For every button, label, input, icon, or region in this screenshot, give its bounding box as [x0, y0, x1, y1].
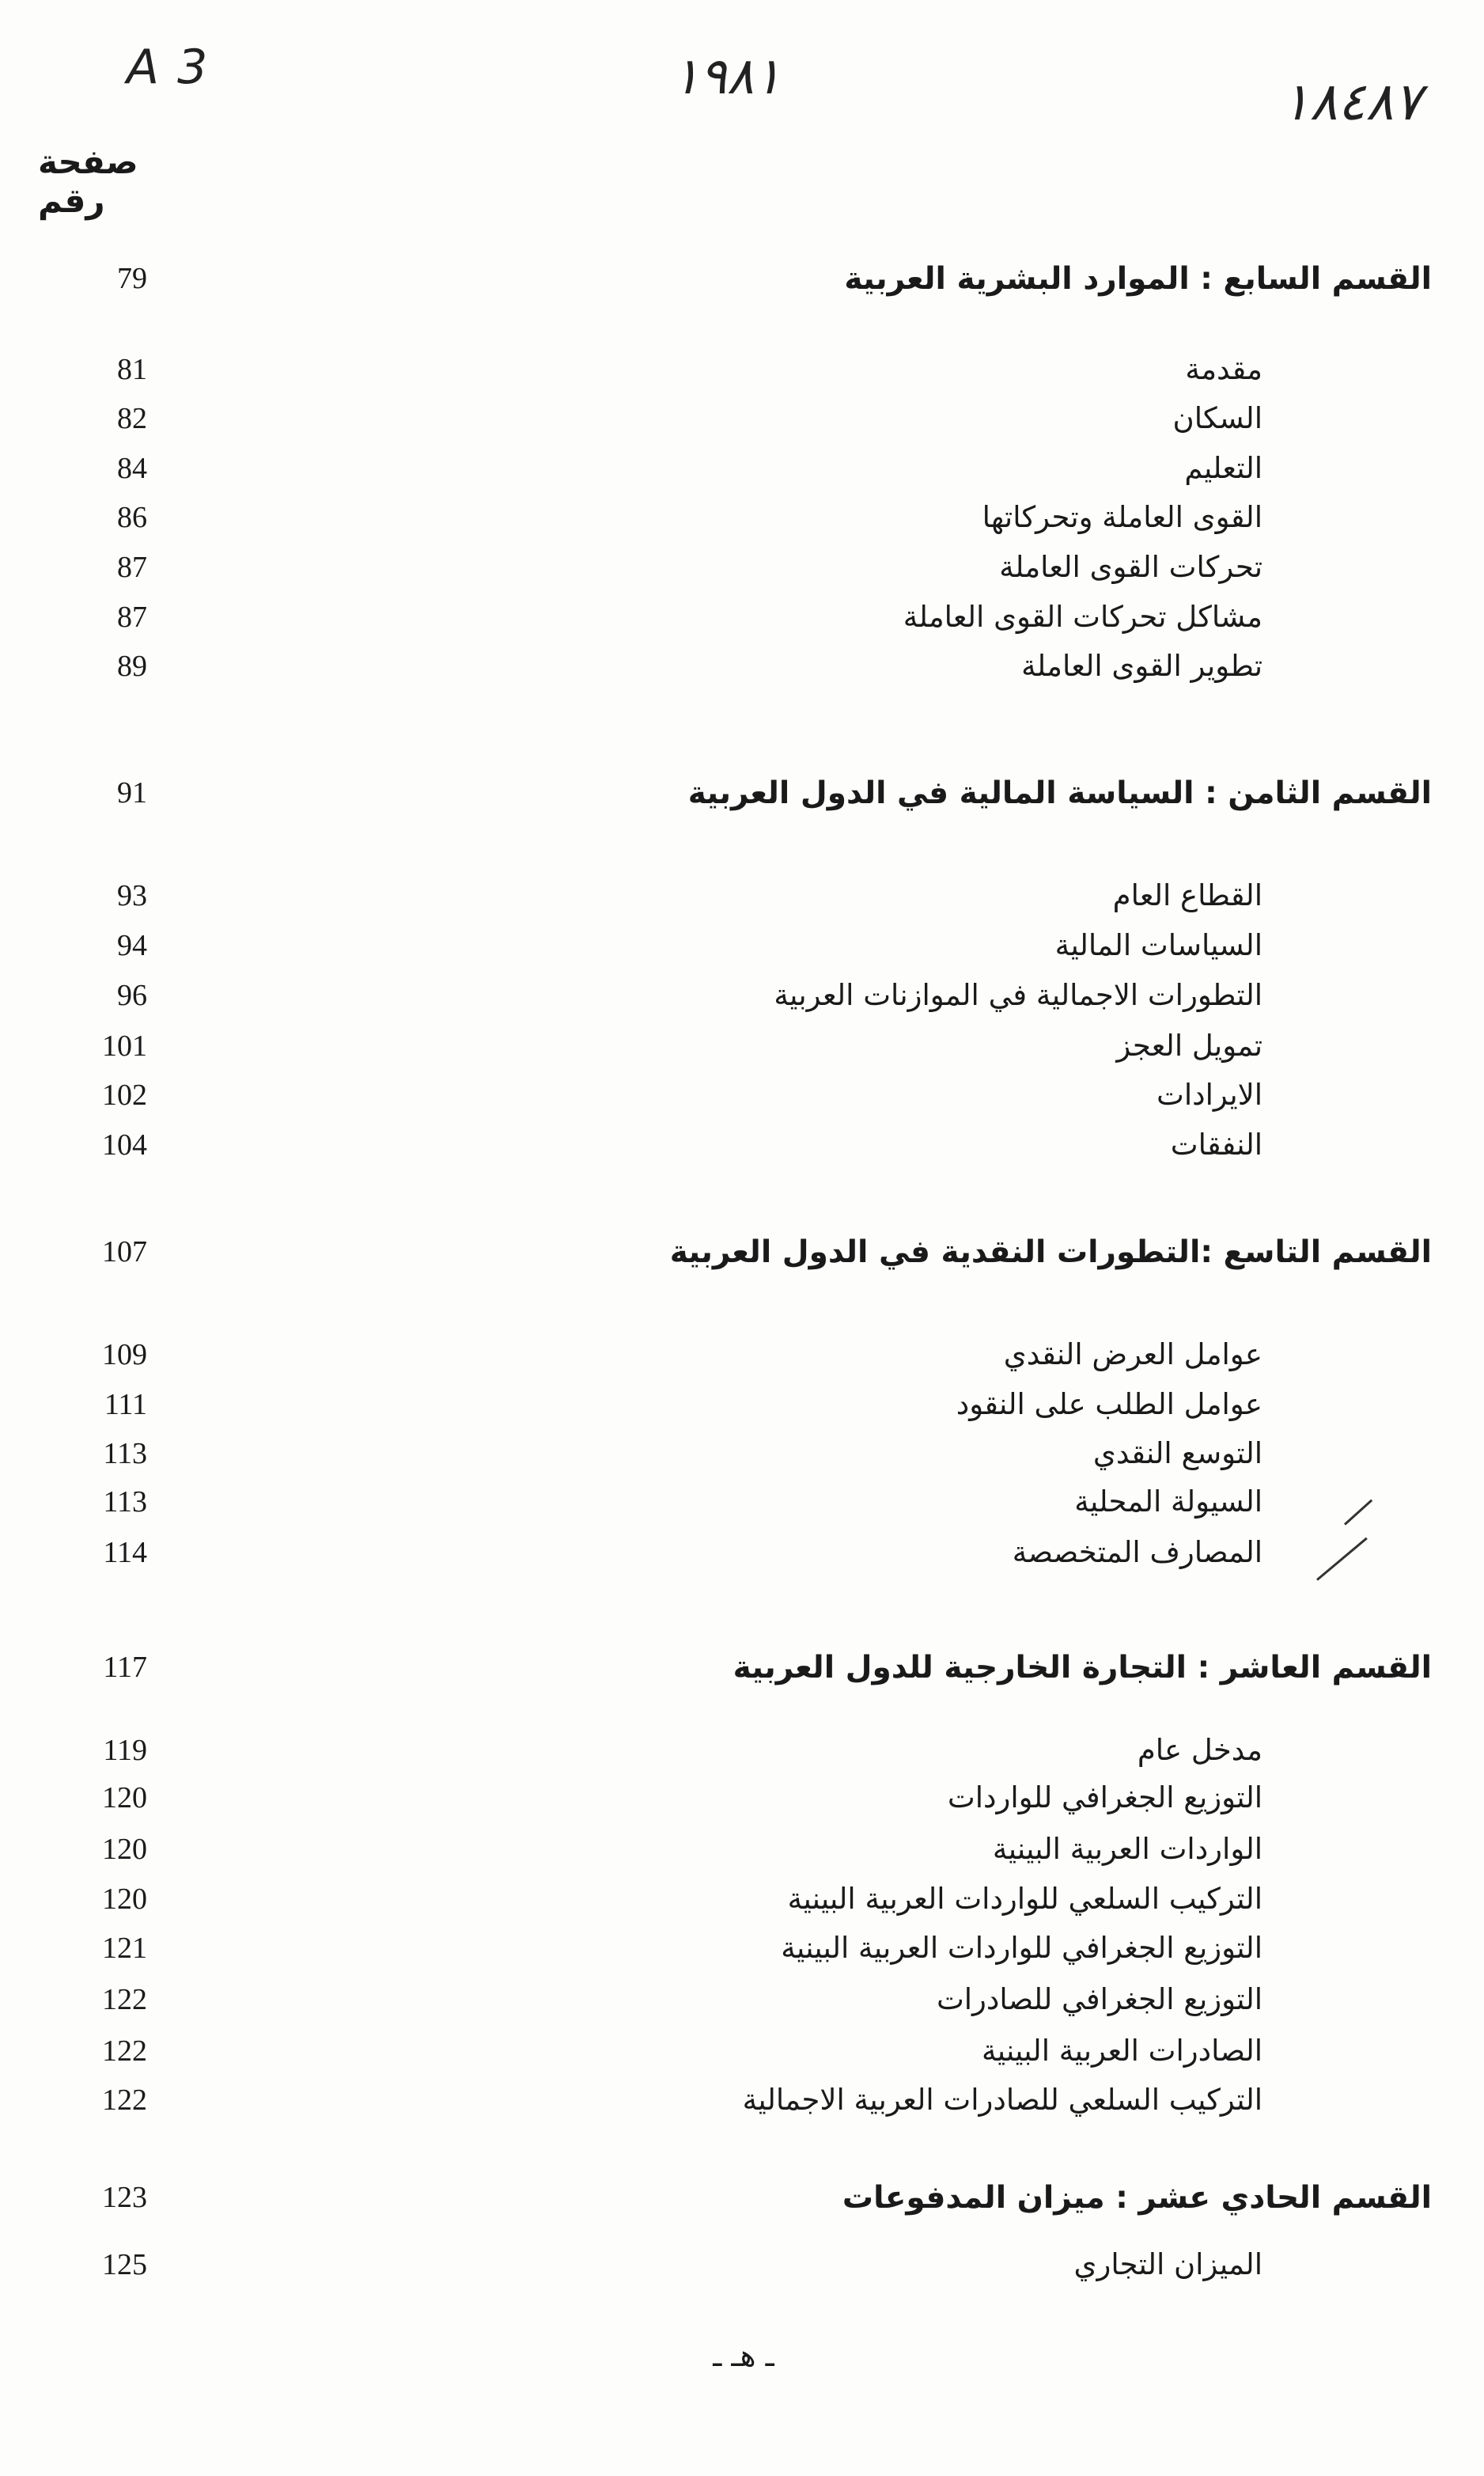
toc-item-row: [0, 1029, 1484, 1076]
toc-page-number: 101: [102, 1029, 147, 1063]
toc-page-number: 109: [102, 1338, 147, 1371]
toc-page-number: 122: [102, 2034, 147, 2068]
toc-item-row: [0, 1128, 1484, 1175]
toc-page-number: 122: [102, 2084, 147, 2117]
toc-item-title: التعليم: [1184, 451, 1263, 485]
toc-section-row: [0, 775, 1484, 823]
toc-page-number: 107: [102, 1235, 147, 1268]
toc-item-row: [0, 1387, 1484, 1435]
page-column-label: صفحة رقم: [38, 142, 138, 220]
toc-item-title: مقدمة: [1185, 352, 1263, 386]
toc-item-row: [0, 2247, 1484, 2295]
toc-item-title: مشاكل تحركات القوى العاملة: [903, 600, 1263, 634]
toc-section-title: القسم التاسع :التطورات النقدية في الدول العربية: [669, 1234, 1432, 1270]
toc-item-title: النفقات: [1170, 1128, 1263, 1162]
toc-item-title: تطوير القوى العاملة: [1021, 649, 1263, 683]
toc-page-number: 121: [102, 1932, 147, 1965]
toc-item-row: [0, 1931, 1484, 1978]
toc-item-row: [0, 1484, 1484, 1532]
handwritten-code: A 3: [127, 40, 210, 95]
toc-item-title: الواردات العربية البينية: [992, 1832, 1263, 1866]
toc-page-number: 111: [104, 1388, 147, 1421]
toc-item-row: [0, 1535, 1484, 1583]
handwritten-year: ١٩٨١: [672, 47, 782, 106]
toc-page-number: 91: [117, 776, 147, 810]
toc-page-number: 117: [103, 1651, 147, 1684]
toc-page-number: 96: [117, 979, 147, 1012]
toc-item-title: تمويل العجز: [1116, 1029, 1263, 1063]
toc-item-title: المصارف المتخصصة: [1012, 1535, 1263, 1569]
toc-item-row: [0, 649, 1484, 696]
toc-page-number: 87: [117, 551, 147, 584]
toc-page-number: 123: [102, 2181, 147, 2214]
toc-page-number: 120: [102, 1883, 147, 1916]
toc-item-row: [0, 600, 1484, 647]
toc-item-title: الميزان التجاري: [1073, 2247, 1263, 2281]
toc-page-number: 122: [102, 1983, 147, 2016]
toc-page-number: 89: [117, 650, 147, 683]
toc-item-title: التوزيع الجغرافي للصادرات: [936, 1982, 1263, 2016]
toc-item-title: السيولة المحلية: [1074, 1484, 1263, 1519]
toc-item-title: التوزيع الجغرافي للواردات: [947, 1780, 1263, 1814]
toc-page-number: 104: [102, 1128, 147, 1162]
page-marker: ـ هـ ـ: [713, 2338, 774, 2373]
toc-section-title: القسم السابع : الموارد البشرية العربية: [844, 261, 1432, 297]
toc-page-number: 81: [117, 353, 147, 386]
toc-item-title: التركيب السلعي للصادرات العربية الاجمالية: [742, 2083, 1263, 2117]
toc-page-number: 114: [103, 1536, 147, 1569]
toc-page-number: 113: [103, 1437, 147, 1470]
toc-item-title: السياسات المالية: [1054, 928, 1263, 962]
toc-item-row: [0, 1078, 1484, 1125]
handwritten-number: ١٨٤٨٧: [1281, 71, 1422, 132]
toc-item-row: [0, 1337, 1484, 1385]
toc-item-title: مدخل عام: [1137, 1733, 1263, 1767]
toc-item-row: [0, 878, 1484, 926]
toc-item-row: [0, 451, 1484, 499]
toc-item-row: [0, 928, 1484, 976]
toc-item-row: [0, 1982, 1484, 2030]
toc-page-number: 79: [117, 262, 147, 295]
toc-page-number: 120: [102, 1781, 147, 1814]
toc-item-title: التوزيع الجغرافي للواردات العربية البينية: [781, 1931, 1263, 1965]
toc-item-row: [0, 500, 1484, 548]
toc-item-title: السكان: [1172, 401, 1263, 435]
toc-section-title: القسم الثامن : السياسة المالية في الدول العربية: [687, 775, 1432, 811]
toc-page-number: 125: [102, 2248, 147, 2281]
toc-item-row: [0, 550, 1484, 597]
toc-item-row: [0, 2034, 1484, 2081]
toc-item-title: عوامل العرض النقدي: [1003, 1337, 1263, 1371]
toc-item-row: [0, 1832, 1484, 1879]
toc-page-number: 93: [117, 879, 147, 912]
toc-item-title: القطاع العام: [1112, 878, 1263, 912]
toc-item-row: [0, 1882, 1484, 1929]
toc-item-row: [0, 1780, 1484, 1828]
toc-section-row: [0, 261, 1484, 309]
toc-page-number: 82: [117, 402, 147, 435]
toc-item-title: الصادرات العربية البينية: [981, 2034, 1263, 2068]
toc-page-number: 102: [102, 1079, 147, 1112]
toc-item-title: القوى العاملة وتحركاتها: [982, 500, 1263, 534]
toc-page-number: 120: [102, 1833, 147, 1866]
toc-section-title: القسم العاشر : التجارة الخارجية للدول العربية: [733, 1650, 1432, 1685]
toc-section-row: [0, 1650, 1484, 1697]
toc-page-number: 86: [117, 501, 147, 534]
toc-item-title: تحركات القوى العاملة: [999, 550, 1263, 584]
toc-item-row: [0, 401, 1484, 449]
toc-page-number: 113: [103, 1485, 147, 1519]
toc-section-row: [0, 1234, 1484, 1282]
toc-page-number: 84: [117, 452, 147, 485]
toc-item-title: التركيب السلعي للواردات العربية البينية: [787, 1882, 1263, 1916]
toc-item-row: [0, 2083, 1484, 2130]
toc-item-row: [0, 978, 1484, 1026]
toc-page-number: 119: [103, 1734, 147, 1767]
toc-item-row: [0, 1733, 1484, 1780]
toc-item-title: التوسع النقدي: [1092, 1436, 1263, 1470]
toc-page-number: 94: [117, 929, 147, 962]
toc-item-title: التطورات الاجمالية في الموازنات العربية: [774, 978, 1263, 1012]
toc-section-row: [0, 2180, 1484, 2228]
toc-item-title: عوامل الطلب على النقود: [956, 1387, 1263, 1421]
toc-page-number: 87: [117, 601, 147, 634]
toc-item-row: [0, 1436, 1484, 1484]
toc-item-title: الايرادات: [1157, 1078, 1263, 1112]
toc-item-row: [0, 352, 1484, 400]
toc-section-title: القسم الحادي عشر : ميزان المدفوعات: [842, 2180, 1432, 2216]
